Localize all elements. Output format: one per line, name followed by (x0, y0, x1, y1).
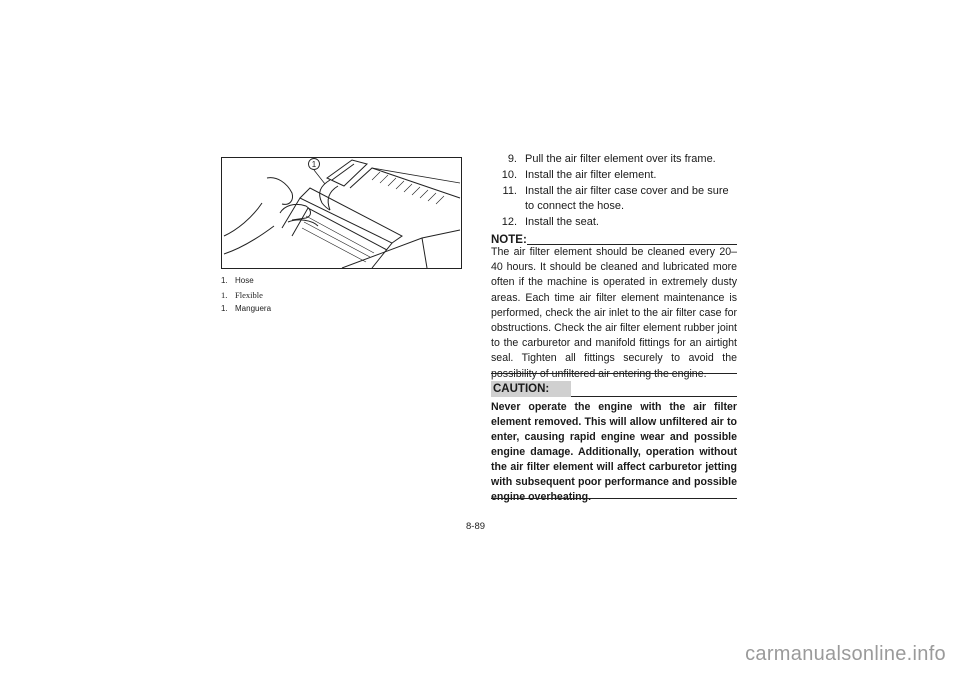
step-text: Pull the air filter element over its frame. (525, 153, 716, 165)
step-text: Install the air filter case cover and be sure to connect the hose. (525, 185, 729, 212)
step-number: 12. (501, 216, 517, 228)
caution-heading-label: CAUTION: (491, 381, 571, 397)
legend-number: 1. (221, 276, 228, 285)
hose-illustration (221, 157, 462, 269)
legend-item-french (221, 290, 263, 300)
step-item (491, 152, 739, 167)
legend-number: 1. (221, 290, 228, 300)
note-body: The air filter element should be cleaned every 20–40 hours. It should be cleaned and lubricated more often if the machine is operated in extremely dusty areas. Each time air filter element maintenance is performed, check the air inlet to the air filter case for obstructions. Check the air filter element rubber joint to the carburetor and manifold fittings for an airtight seal. Tighten all fittings securely to avoid the possibility of unfiltered air entering the engine. (491, 246, 737, 380)
air-filter-hose-drawing (222, 158, 461, 268)
step-item (491, 184, 739, 214)
step-number: 9. (507, 153, 517, 165)
page-number: 8-89 (466, 521, 486, 532)
caution-divider (491, 498, 737, 499)
legend-item-english (221, 276, 254, 286)
legend-label: Flexible (235, 290, 263, 300)
callout-number: 1 (311, 160, 317, 170)
legend-label: Manguera (235, 304, 272, 313)
note-divider (491, 373, 737, 374)
legend-item-spanish (221, 304, 271, 314)
callout-leader (314, 170, 325, 184)
step-number: 10. (501, 169, 517, 181)
step-text: Install the seat. (525, 216, 599, 228)
caution-body: Never operate the engine with the air filter element removed. This will allow unfiltered air to enter, causing rapid engine wear and possible engine damage. Additionally, operation without the air filter element will affect carburetor jetting with subsequent poor performance and possible engine overheating. (491, 401, 737, 503)
step-text: Install the air filter element. (525, 169, 657, 181)
legend-number: 1. (221, 304, 228, 313)
procedure-steps (491, 152, 739, 231)
watermark: carmanualsonline.info (745, 643, 946, 665)
legend-label: Hose (235, 276, 254, 285)
note-heading-label: NOTE: (491, 234, 527, 246)
step-item (491, 215, 739, 230)
step-number: 11. (502, 185, 517, 197)
caution-heading (491, 379, 737, 397)
note-heading (491, 230, 737, 245)
step-item (491, 168, 739, 183)
